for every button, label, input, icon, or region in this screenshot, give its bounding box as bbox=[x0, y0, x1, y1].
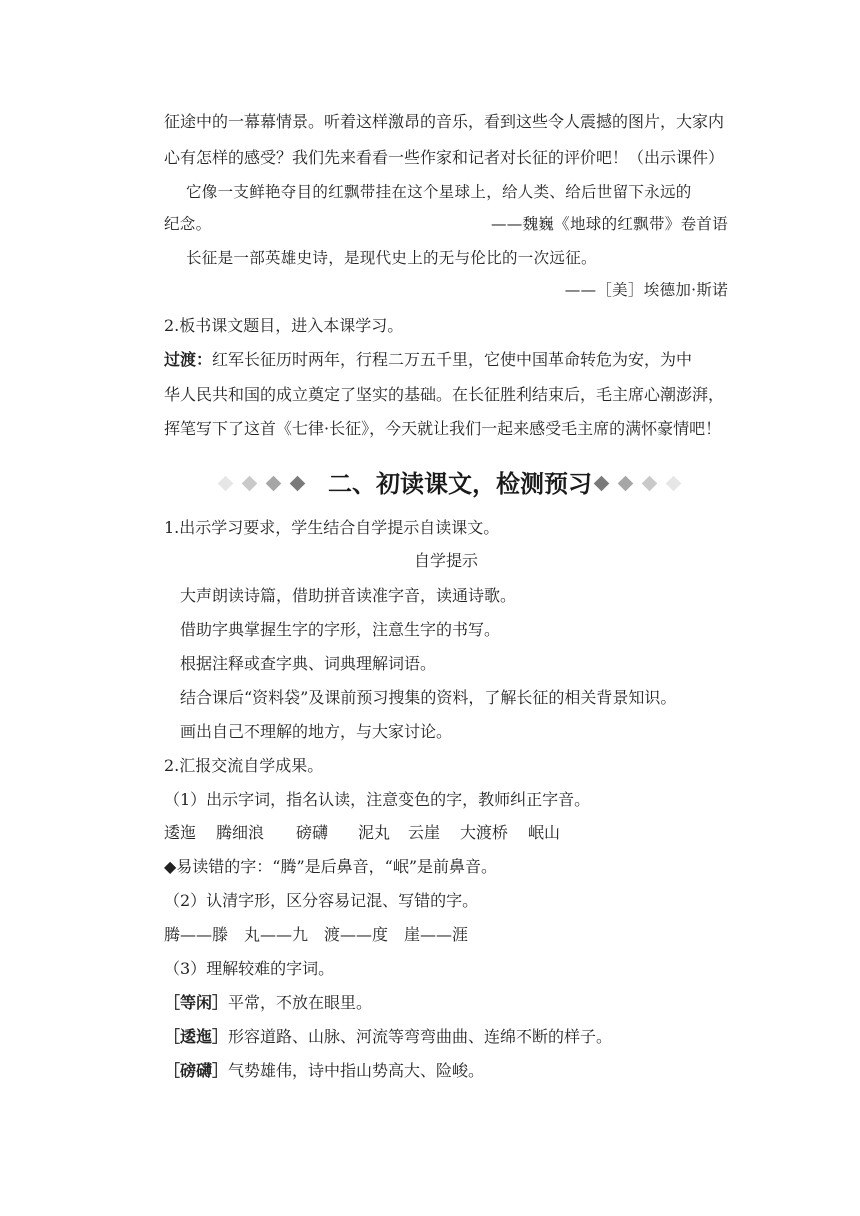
step-2-report: 2.汇报交流自学成果。 bbox=[164, 756, 324, 775]
transition-text-1: 红军长征历时两年，行程二万五千里，它使中国革命转危为安，为中 bbox=[212, 350, 693, 369]
self-study-item: 大声朗读诗篇，借助拼音读准字音，读通诗歌。 bbox=[180, 586, 517, 605]
self-study-item: 根据注释或查字典、词典理解词语。 bbox=[180, 654, 437, 673]
sub-step-2: （2）认清字形，区分容易记混、写错的字。 bbox=[164, 891, 479, 910]
sub-step-3: （3）理解较难的字词。 bbox=[164, 959, 335, 978]
transition-line-2: 华人民共和国的成立奠定了坚实的基础。在长征胜利结束后，毛主席心潮澎湃， bbox=[164, 385, 725, 404]
quote-1-line-1: 它像一支鲜艳夺目的红飘带挂在这个星球上，给人类、给后世留下永远的 bbox=[186, 183, 692, 201]
step-2-board: 2.板书课文题目，进入本课学习。 bbox=[164, 316, 404, 335]
quote-1-line-2: 纪念。 bbox=[164, 215, 212, 233]
intro-line-2: 心有怎样的感受？我们先来看看一些作家和记者对长征的评价吧！（出示课件） bbox=[164, 148, 725, 167]
self-study-item: 画出自己不理解的地方，与大家讨论。 bbox=[180, 722, 453, 741]
transition-line-3: 挥笔写下了这首《七律·长征》，今天就让我们一起来感受毛主席的满怀豪情吧！ bbox=[164, 419, 722, 438]
diamond-icon bbox=[666, 476, 682, 492]
quote-2-source: ——［美］埃德加·斯诺 bbox=[564, 281, 728, 299]
transition-label: 过渡： bbox=[164, 350, 213, 369]
diamond-icon bbox=[594, 476, 610, 492]
glossary-entry bbox=[164, 991, 372, 1015]
glossary-definition: 形容道路、山脉、河流等弯弯曲曲、连绵不断的样子。 bbox=[228, 1027, 613, 1046]
glossary-entry bbox=[164, 1025, 612, 1049]
glossary-entry bbox=[164, 1059, 484, 1083]
glossary-term: ［等闲］ bbox=[164, 993, 229, 1012]
transition-line-1 bbox=[164, 348, 692, 372]
word-item: 逶迤 bbox=[164, 823, 197, 842]
self-study-title: 自学提示 bbox=[414, 551, 479, 570]
diamond-icon bbox=[218, 476, 234, 492]
quote-1-source: ——魏巍《地球的红飘带》卷首语 bbox=[490, 215, 728, 233]
sub-step-1: （1）出示字词，指名认读，注意变色的字，教师纠正字音。 bbox=[164, 790, 591, 809]
word-item: 泥丸 bbox=[358, 823, 391, 842]
diamond-icon bbox=[618, 476, 634, 492]
word-item: 岷山 bbox=[528, 823, 561, 842]
glossary-term: ［磅礴］ bbox=[164, 1061, 229, 1080]
section-title: 二、初读课文，检测预习 bbox=[328, 470, 592, 498]
quote-2-line-1: 长征是一部英雄史诗，是现代史上的无与伦比的一次远征。 bbox=[186, 249, 597, 267]
glossary-definition: 平常，不放在眼里。 bbox=[228, 993, 373, 1012]
glossary-definition: 气势雄伟，诗中指山势高大、险峻。 bbox=[228, 1061, 485, 1080]
word-item: 大渡桥 bbox=[460, 823, 509, 842]
self-study-item: 借助字典掌握生字的字形，注意生字的书写。 bbox=[180, 620, 501, 639]
diamond-icon bbox=[266, 476, 282, 492]
diamond-icon bbox=[242, 476, 258, 492]
diamond-icon bbox=[290, 476, 306, 492]
character-pairs: 腾——滕 丸——九 渡——度 崖——涯 bbox=[164, 925, 469, 944]
step-1-requirement: 1.出示学习要求，学生结合自学提示自读课文。 bbox=[164, 518, 500, 537]
section-header bbox=[210, 466, 688, 502]
word-item: 腾细浪 bbox=[216, 823, 265, 842]
word-item: 云崖 bbox=[408, 823, 441, 842]
pronunciation-note: ◆易读错的字：“腾”是后鼻音，“岷”是前鼻音。 bbox=[164, 857, 498, 876]
word-item: 磅礴 bbox=[296, 823, 329, 842]
diamond-icon bbox=[642, 476, 658, 492]
intro-line-1: 征途中的一幕幕情景。听着这样激昂的音乐，看到这些令人震撼的图片，大家内 bbox=[164, 112, 725, 131]
self-study-item: 结合课后“资料袋”及课前预习搜集的资料，了解长征的相关背景知识。 bbox=[180, 688, 677, 707]
glossary-term: ［逶迤］ bbox=[164, 1027, 229, 1046]
